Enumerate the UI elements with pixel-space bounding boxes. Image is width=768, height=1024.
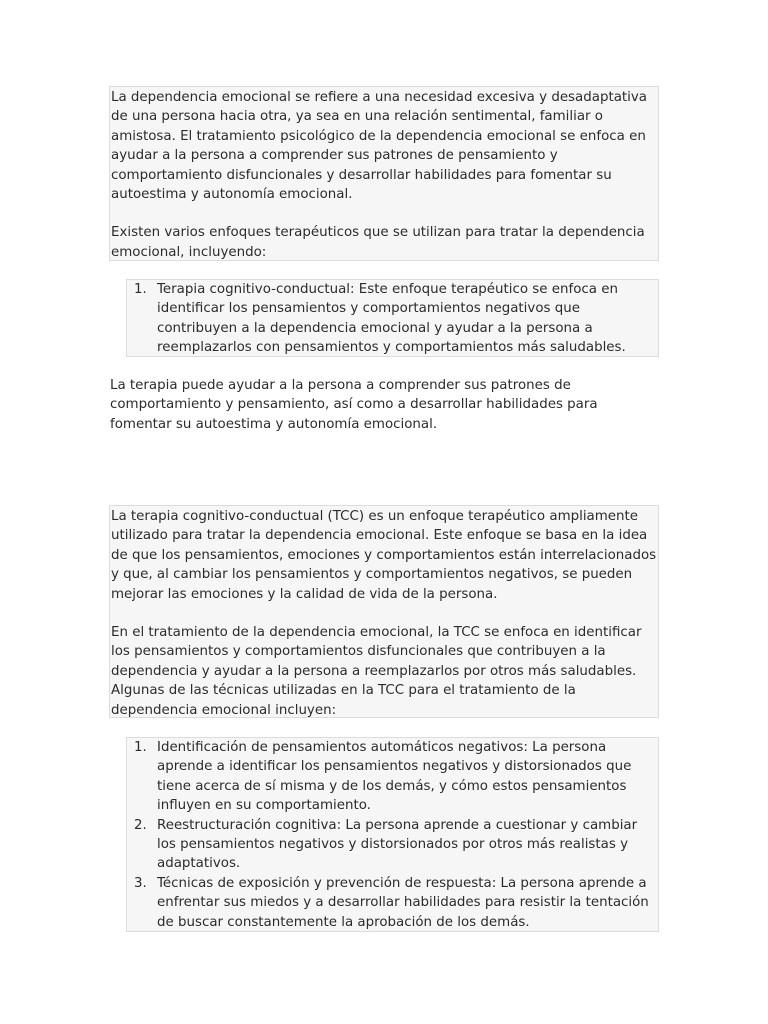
paragraph: La terapia cognitivo-conductual (TCC) es un enfoque terapéutico ampliamente utilizado para tratar la dependencia emocional. Este enfoque se basa en la idea de que los pensamientos, emociones y comportamientos están interrelacionados y que, al cambiar los pensamientos y comportamientos negativos, se pueden mejorar las emociones y la calidad de vida de la persona. (111, 509, 657, 602)
paragraph: La terapia puede ayudar a la persona a comprender sus patrones de comportamiento y pensamiento, así como a desarrollar habilidades para fomentar su autoestima y autonomía emocional. (110, 378, 598, 432)
list-item-text: Técnicas de exposición y prevención de respuesta: La persona aprende a enfrentar sus miedos y a desarrollar habilidades para resistir la tentación de buscar constantemente la aprobación de los demás. (157, 875, 649, 930)
list-item (127, 738, 654, 816)
list-item-text: Terapia cognitivo-conductual: Este enfoque terapéutico se enfoca en identificar los pensamientos y comportamientos negativos que contribuyen a la dependencia emocional y ayudar a la persona a reemplazarlos con pensamientos y comportamientos más saludables. (157, 282, 626, 356)
therapy-approaches-list (126, 279, 659, 357)
intro-text-block (109, 86, 659, 261)
list-item-text: Identificación de pensamientos automáticos negativos: La persona aprende a identificar los pensamientos negativos y distorsionados que tiene acerca de sí misma y de los demás, y cómo estos pensamientos influyen en su comportamiento. (157, 740, 632, 814)
cbt-techniques-list (126, 737, 659, 932)
list-number: 3. (134, 875, 147, 891)
cbt-text-block (109, 505, 659, 718)
paragraph: En el tratamiento de la dependencia emocional, la TCC se enfoca en identificar los pensamientos y comportamientos disfuncionales que contribuyen a la dependencia y ayudar a la persona a reemplazarlos por otros más saludables. Algunas de las técnicas utilizadas en la TCC para el tratamiento de la dependencia emocional incluyen: (111, 625, 642, 718)
list-number: 1. (134, 282, 147, 297)
list-item-text: Reestructuración cognitiva: La persona aprende a cuestionar y cambiar los pensamientos negativos y distorsionados por otros más realistas y adaptativos. (157, 817, 638, 872)
list-item (127, 874, 654, 932)
paragraph: Existen varios enfoques terapéuticos que se utilizan para tratar la dependencia emocional, incluyendo: (111, 225, 645, 260)
list-number: 1. (134, 740, 147, 755)
list-item (127, 280, 654, 358)
paragraph: La dependencia emocional se refiere a una necesidad excesiva y desadaptativa de una persona hacia otra, ya sea en una relación sentimental, familiar o amistosa. El tratamiento psicológico de la dependencia emocional se enfoca en ayudar a la persona a comprender sus patrones de pensamiento y comportamiento disfuncionales y desarrollar habilidades para fomentar su autoestima y autonomía emocional. (111, 90, 647, 203)
list-number: 2. (134, 817, 147, 833)
list-item (127, 816, 654, 874)
closing-text (110, 376, 658, 434)
